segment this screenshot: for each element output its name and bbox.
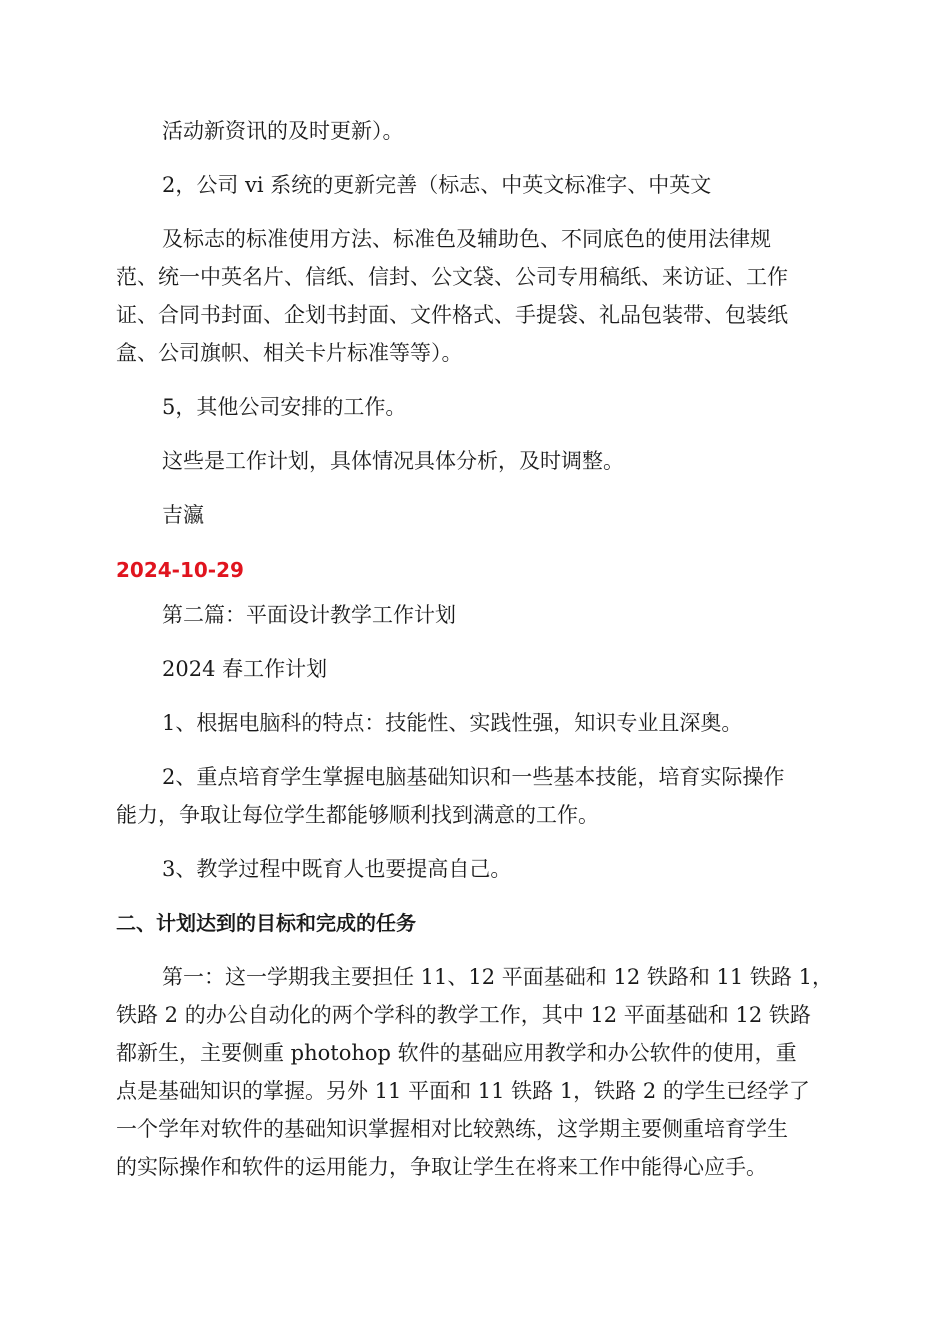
signature-text: 吉瀛 <box>162 503 204 527</box>
list-item: 3、教学过程中既育人也要提高自己。 <box>162 857 512 881</box>
plan-title: 2024 春工作计划 <box>162 657 328 681</box>
list-item-line: 2、重点培育学生掌握电脑基础知识和一些基本技能，培育实际操作 <box>162 765 785 789</box>
paragraph-line: 及标志的标准使用方法、标准色及辅助色、不同底色的使用法律规 <box>162 227 771 251</box>
paragraph-line: 一个学年对软件的基础知识掌握相对比较熟练，这学期主要侧重培育学生 <box>116 1117 788 1141</box>
section-heading: 二、计划达到的目标和完成的任务 <box>116 911 416 935</box>
list-item: 1、根据电脑科的特点：技能性、实践性强，知识专业且深奥。 <box>162 711 743 735</box>
paragraph-line: 点是基础知识的掌握。另外 11 平面和 11 铁路 1，铁路 2 的学生已经学了 <box>116 1079 810 1103</box>
paragraph-line: 都新生，主要侧重 photohop 软件的基础应用教学和办公软件的使用，重 <box>116 1041 797 1065</box>
paragraph-line: 盒、公司旗帜、相关卡片标准等等）。 <box>116 341 463 365</box>
section-title: 第二篇：平面设计教学工作计划 <box>162 603 456 627</box>
list-item-line: 能力，争取让每位学生都能够顺利找到满意的工作。 <box>116 803 599 827</box>
paragraph-line: 第一：这一学期我主要担任 11、12 平面基础和 12 铁路和 11 铁路 1， <box>162 965 833 989</box>
paragraph-text: 2，公司 vi 系统的更新完善（标志、中英文标准字、中英文 <box>162 173 712 197</box>
paragraph-line: 范、统一中英名片、信纸、信封、公文袋、公司专用稿纸、来访证、工作 <box>116 265 788 289</box>
paragraph-line: 的实际操作和软件的运用能力，争取让学生在将来工作中能得心应手。 <box>116 1155 767 1179</box>
paragraph-line: 铁路 2 的办公自动化的两个学科的教学工作，其中 12 平面基础和 12 铁路 <box>116 1003 811 1027</box>
paragraph-text: 这些是工作计划，具体情况具体分析，及时调整。 <box>162 449 624 473</box>
paragraph-text: 5，其他公司安排的工作。 <box>162 395 407 419</box>
paragraph-line: 证、合同书封面、企划书封面、文件格式、手提袋、礼品包装带、包装纸 <box>116 303 788 327</box>
date-label: 2024-10-29 <box>116 558 244 582</box>
paragraph-text: 活动新资讯的及时更新）。 <box>162 119 404 143</box>
